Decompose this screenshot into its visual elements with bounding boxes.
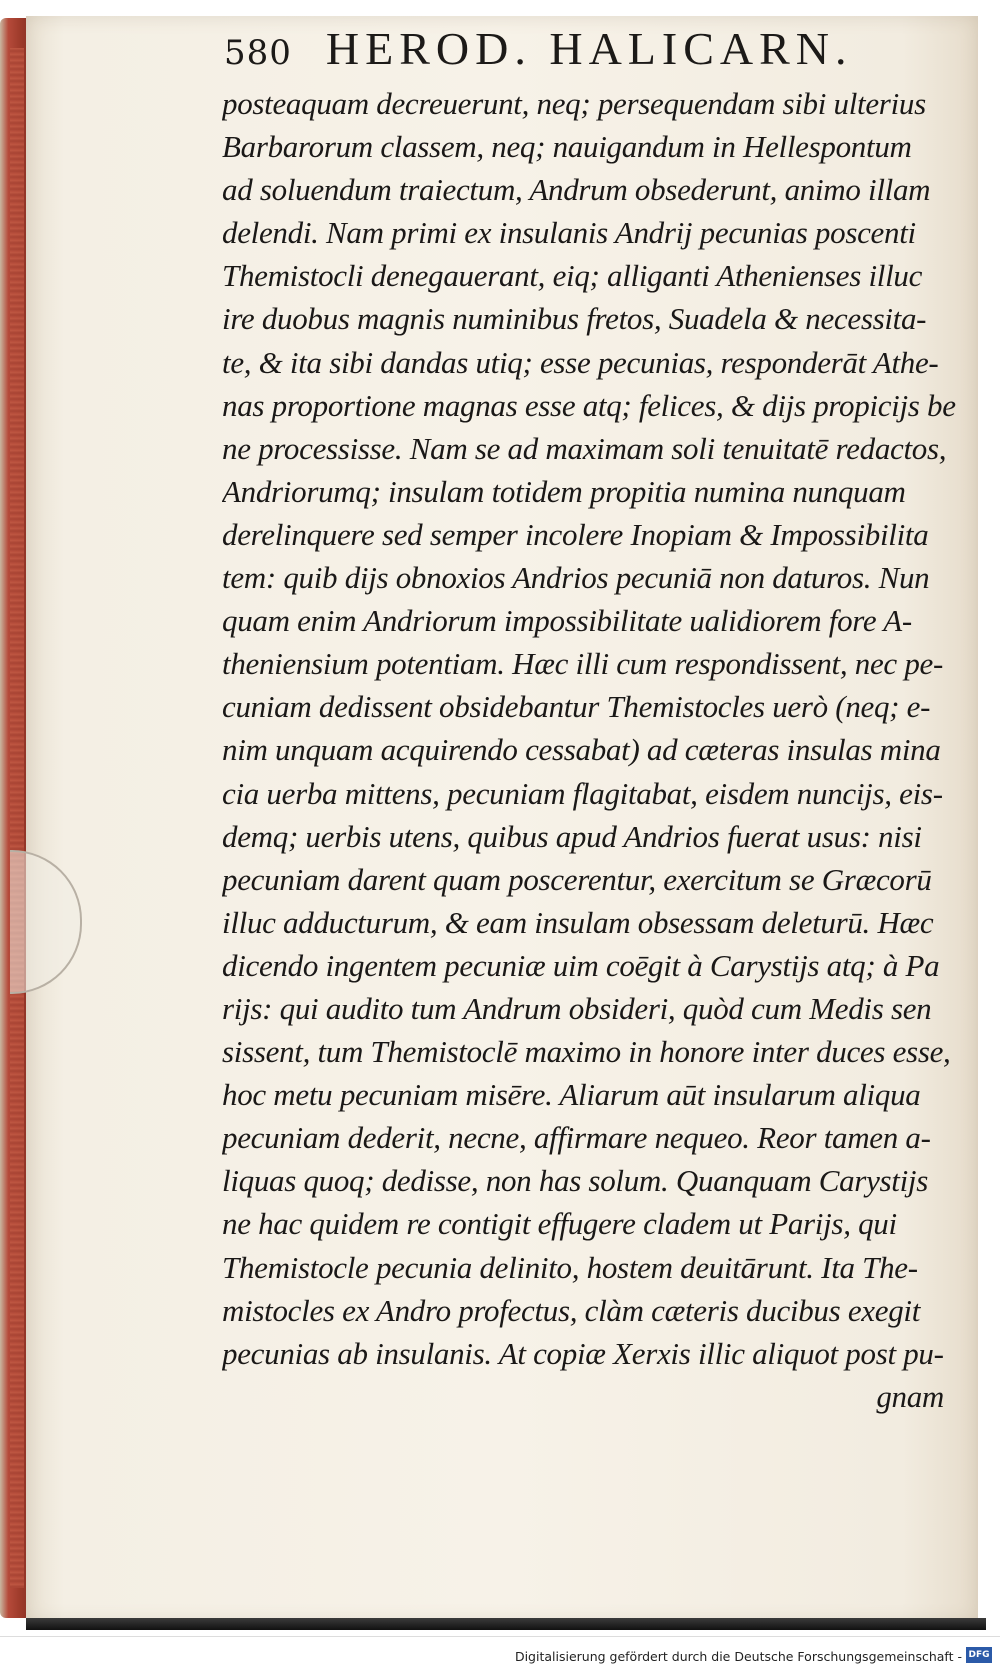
text-line: cuniam dedissent obsidebantur Themistocles uerò (neq; e- [222,689,931,725]
text-line: quam enim Andriorum impossibilitate ualidiorem fore A- [222,603,912,639]
footer-bar [0,1636,1000,1677]
text-line: demq; uerbis utens, quibus apud Andrios fuerat usus: nisi [222,818,922,854]
text-line: ne processisse. Nam se ad maximam soli tenuitatē redactos, [222,430,947,466]
text-line: nim unquam acquirendo cessabat) ad cæteras insulas mina [222,732,941,768]
text-line: tem: quib dijs obnoxios Andrios pecuniā non daturos. Nun [222,560,930,596]
page-number: 580 [224,33,292,73]
text-line: te, & ita sibi dandas utiq; esse pecunias, responderāt Athe- [222,344,939,380]
text-line: ad soluendum traiectum, Andrum obsederunt, animo illam [222,172,931,208]
text-line: sissent, tum Themistoclē maximo in honore inter duces esse, [222,1034,951,1070]
text-line: dicendo ingentem pecuniæ uim coēgit à Carystijs atq; à Pa [222,947,940,983]
text-line: rijs: qui audito tum Andrum obsideri, quòd cum Medis sen [222,990,932,1026]
text-line: hoc metu pecuniam misēre. Aliarum aūt insularum aliqua [222,1077,921,1113]
text-line: ne hac quidem re contigit effugere cladem ut Parijs, qui [222,1206,897,1242]
text-line: Themistocle pecunia delinito, hostem deuitārunt. Ita The- [222,1249,918,1285]
text-line: cia uerba mittens, pecuniam flagitabat, eisdem nuncijs, eis- [222,775,943,811]
running-head-title: HEROD. HALICARN. [325,23,853,74]
text-line: pecuniam dederit, necne, affirmare nequeo. Reor tamen a- [222,1120,931,1156]
dfg-logo: DFG [966,1647,992,1663]
text-line: posteaquam decreuerunt, neq; persequendam sibi ulterius [222,86,926,121]
text-line: Themistocli denegauerant, eiq; alliganti Athenienses illuc [222,258,923,294]
text-line: mistocles ex Andro profectus, clàm cæteris ducibus exegit [222,1292,921,1328]
page-bottom-shadow [26,1618,986,1630]
text-line: delendi. Nam primi ex insulanis Andrij pecunias poscenti [222,215,916,251]
text-line: Andriorumq; insulam totidem propitia numina nunquam [222,473,906,509]
text-line: ire duobus magnis numinibus fretos, Suadela & necessita- [222,301,927,337]
footer-credit: Digitalisierung gefördert durch die Deutsche Forschungsgemeinschaft - [514,1649,962,1664]
text-line: liquas quoq; dedisse, non has solum. Quanquam Carystijs [222,1163,928,1199]
text-line: pecunias ab insulanis. At copiæ Xerxis illic aliquot post pu- [222,1335,944,1371]
text-line: nas proportione magnas esse atq; felices, & dijs propicijs be [222,387,956,423]
text-line: pecuniam darent quam poscerentur, exercitum se Græcorū [222,861,932,897]
catchword: gnam [876,1378,944,1414]
book-edge-pages [10,48,24,1588]
text-line: theniensium potentiam. Hæc illi cum respondissent, nec pe- [222,646,944,682]
body-text [222,82,974,1418]
text-line: derelinquere sed semper incolere Inopiam & Impossibilita [222,516,929,552]
running-head [224,22,853,82]
text-line: illuc adducturum, & eam insulam obsessam deleturū. Hæc [222,904,934,940]
text-line: Barbarorum classem, neq; nauigandum in Hellespontum [222,129,912,165]
